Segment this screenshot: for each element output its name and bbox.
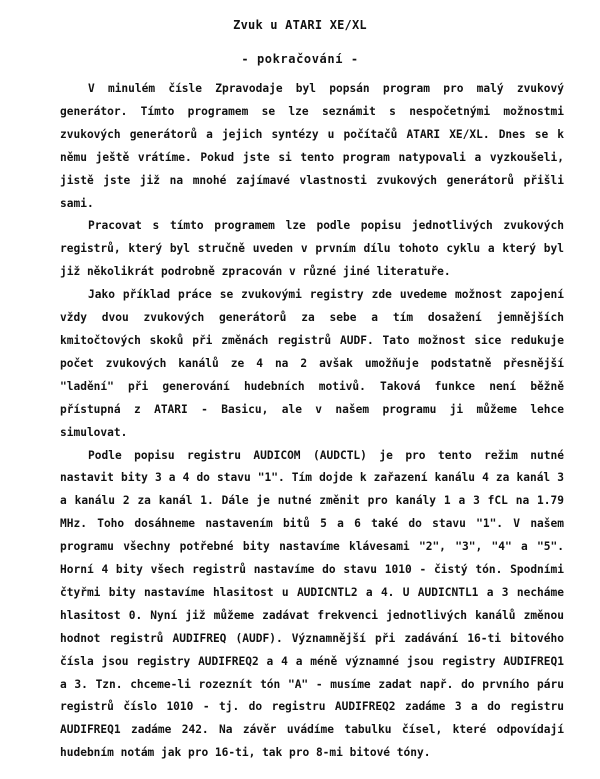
paragraph-3 [60,284,564,444]
document-subtitle: - pokračování - [241,52,359,66]
paragraph-text: Podle popisu registru AUDICOM (AUDCTL) je pro tento režim nutné nastavit bity 3 a 4 do stavu "1". Tím dojde k zařazení kanálu 4 za kanál 3 a kanálu 2 za kanál 1. Dále je nutné změnit pro kanály 1 a 3 fCL na 1.79 MHz. Toho dosáhneme nastavením bitů 5 a 6 také do stavu "1". V našem programu všechny potřebné bity nastavíme klávesami "2", "3", "4" a "5". Horní 4 bity všech registrů nastavíme do stavu 1010 - čistý tón. Spodními čtyřmi bity nastavíme hlasitost u AUDICNTL2 a 4. U AUDICNTL1 a 3 necháme hlasitost 0. Nyní již můžeme zadávat frekvenci jednotlivých kanálů změnou hodnot registrů AUDIFREQ (AUDF). Významnější při zadávání 16-ti bitového čísla jsou registry AUDIFREQ2 a 4 a méně významné jsou registry AUDIFREQ1 a 3. Tzn. chceme-li rozeznít tón "A" - musíme zadat např. do prvního páru registrů číslo 1010 - tj. do registru AUDIFREQ2 zadáme 3 a do registru AUDIFREQ1 zadáme 242. Na závěr uvádíme tabulku čísel, které odpovídají hudebním notám jak pro 16-ti, tak pro 8-mi bitové tóny. [60,448,564,760]
paragraph-text: Jako příklad práce se zvukovými registry zde uvedeme možnost zapojení vždy dvou zvukových generátorů za sebe a tím dosažení jemnějších kmitočtových skoků při změnách registrů AUDF. Tato možnost sice redukuje počet zvukových kanálů ze 4 na 2 avšak umožňuje podstatně přesnější "ladění" při generování hudebních motivů. Taková funkce není běžně přístupná z ATARI - Basicu, ale v našem programu ji můžeme lehce simulovat. [60,288,564,439]
paragraph-2 [60,215,564,284]
document-body [60,78,564,765]
paragraph-text: Pracovat s tímto programem lze podle popisu jednotlivých zvukových registrů, který byl stručně uveden v prvním dílu tohoto cyklu a který byl již několikrát podrobně zpracován v různé jiné literatuře. [60,219,564,279]
paragraph-1 [60,78,564,215]
paragraph-text: V minulém čísle Zpravodaje byl popsán program pro malý zvukový generátor. Tímto programem se lze seznámit s nespočetnými možnostmi zvukových generátorů a jejich syntézy u počítačů ATARI XE/XL. Dnes se k němu ještě vrátíme. Pokud jste si tento program natypovali a vyzkoušeli, jistě jste již na mnohé zajímavé vlastnosti zvukových generátorů přišli sami. [60,82,564,210]
paragraph-4 [60,445,564,766]
document-title: Zvuk u ATARI XE/XL [233,18,367,32]
